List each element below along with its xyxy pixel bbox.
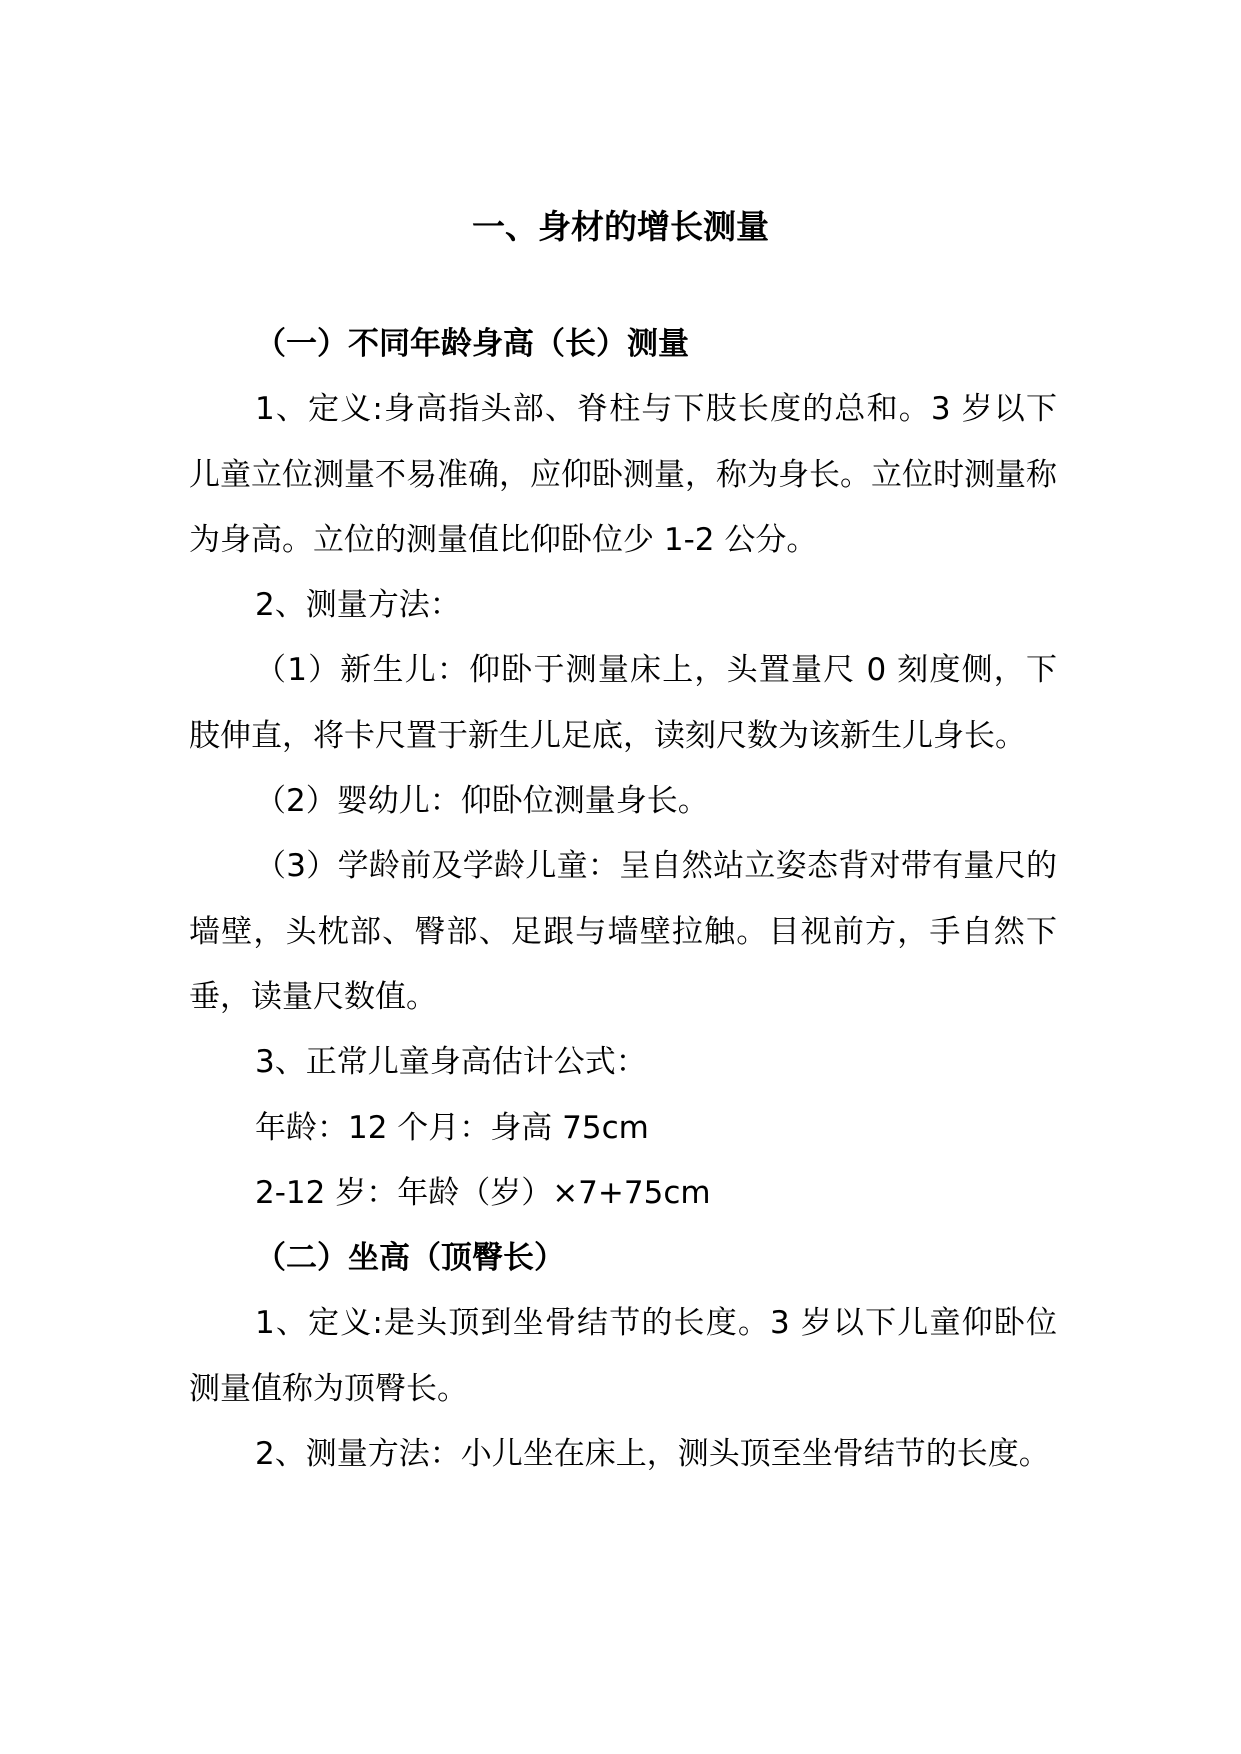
method-sitting-height-paragraph: 2、测量方法：小儿坐在床上，测头顶至坐骨结节的长度。	[255, 1436, 1050, 1473]
formula-heading: 3、正常儿童身高估计公式：	[255, 1044, 647, 1081]
method-child-paragraph: （3）学龄前及学龄儿童：呈自然站立姿态背对带有量尺的墙壁，头枕部、臀部、足跟与墙壁拉触。目视前方，手自然下垂，读量尺数值。	[189, 848, 1057, 1015]
section-heading-1: （一）不同年龄身高（长）测量	[255, 326, 689, 362]
document-body	[189, 312, 1057, 1487]
method-infant-paragraph: （2）婴幼儿：仰卧位测量身长。	[255, 783, 709, 820]
document-title: 一、身材的增长测量	[472, 207, 769, 246]
formula-12-months: 年龄：12 个月：身高 75cm	[255, 1109, 649, 1146]
formula-2-12-years: 2-12 岁：年龄（岁）×7+75cm	[255, 1174, 711, 1211]
method-heading-height: 2、测量方法：	[255, 587, 461, 624]
method-newborn-paragraph: （1）新生儿：仰卧于测量床上，头置量尺 0 刻度侧，下肢伸直，将卡尺置于新生儿足底，读刻尺数为该新生儿身长。	[189, 652, 1057, 754]
definition-paragraph-height: 1、定义:身高指头部、脊柱与下肢长度的总和。3 岁以下儿童立位测量不易准确，应仰卧测量，称为身长。立位时测量称为身高。立位的测量值比仰卧位少 1-2 公分。	[189, 391, 1057, 558]
section-heading-2: （二）坐高（顶臀长）	[255, 1240, 565, 1277]
definition-paragraph-sitting-height: 1、定义:是头顶到坐骨结节的长度。3 岁以下儿童仰卧位测量值称为顶臀长。	[189, 1305, 1057, 1407]
